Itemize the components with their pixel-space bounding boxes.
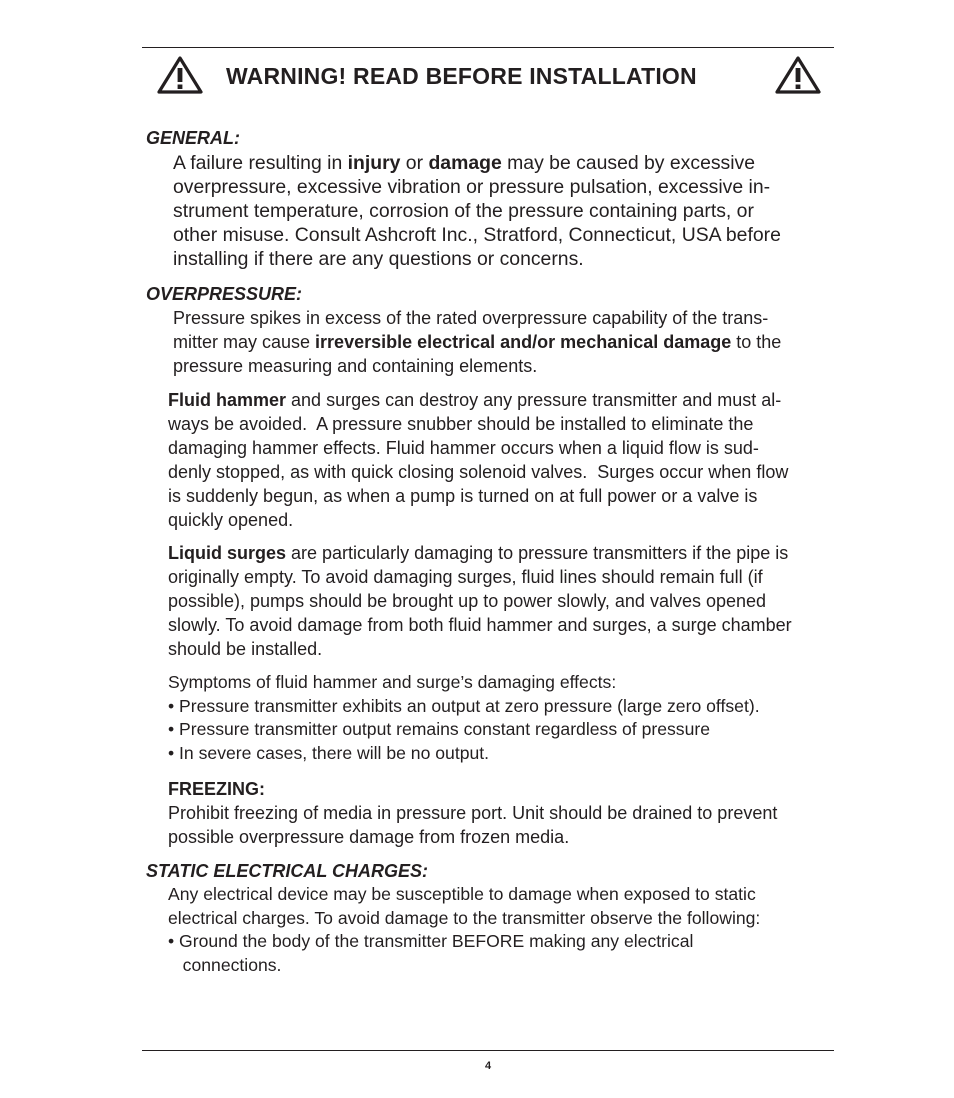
warning-title: WARNING! READ BEFORE INSTALLATION (226, 63, 697, 89)
body-text: are particularly damaging to pressure transmitters if the pipe is (286, 543, 789, 563)
text-line (168, 930, 760, 954)
text-line (168, 412, 788, 436)
text-line (168, 388, 788, 412)
top-rule (142, 47, 834, 48)
body-text: • Pressure transmitter output remains constant regardless of pressure (168, 719, 711, 739)
text-line (168, 436, 788, 460)
body-text: to the (731, 332, 782, 352)
body-text: Prohibit freezing of media in pressure port. Unit should be drained to prevent (168, 803, 778, 823)
body-text: • Ground the body of the transmitter BEFORE making any electrical (168, 931, 694, 951)
text-line (168, 565, 792, 589)
body-text: installing if there are any questions or concerns. (173, 248, 584, 270)
text-line (168, 589, 792, 613)
text-line (173, 151, 781, 175)
warning-banner (142, 55, 834, 99)
body-text: slowly. To avoid damage from both fluid hammer and surges, a surge chamber (168, 615, 792, 635)
text-line (173, 354, 781, 378)
fluid-hammer-paragraph (168, 388, 788, 532)
liquid-surges-paragraph (168, 541, 792, 661)
text-line (173, 330, 781, 354)
freezing-paragraph (168, 801, 777, 849)
emphasis-text: irreversible electrical and/or mechanical damage (315, 332, 732, 352)
text-line (168, 508, 788, 532)
text-line (168, 613, 792, 637)
text-line (168, 671, 760, 695)
body-text: overpressure, excessive vibration or pressure pulsation, excessive in- (173, 176, 771, 198)
body-text: Pressure spikes in excess of the rated overpressure capability of the trans- (173, 308, 769, 328)
body-text: • Pressure transmitter exhibits an output at zero pressure (large zero offset). (168, 695, 760, 716)
text-line (168, 954, 760, 978)
body-text: or (400, 152, 429, 174)
text-line (168, 718, 760, 742)
static-heading: STATIC ELECTRICAL CHARGES: (146, 861, 428, 881)
body-text: ways be avoided. A pressure snubber should be installed to eliminate the (168, 414, 754, 434)
emphasis-text: Liquid surges (168, 543, 287, 563)
body-text: may be caused by excessive (501, 152, 756, 174)
text-line (173, 247, 781, 271)
body-text: and surges can destroy any pressure transmitter and must al- (286, 390, 782, 410)
body-text: • In severe cases, there will be no output. (168, 742, 490, 763)
warning-triangle-icon (156, 55, 204, 95)
text-line (168, 742, 760, 766)
body-text: possible overpressure damage from frozen media. (168, 827, 570, 847)
body-text: pressure measuring and containing elements. (173, 356, 538, 376)
warning-triangle-icon (774, 55, 822, 95)
freezing-heading: FREEZING: (168, 779, 265, 799)
overpressure-paragraph (173, 306, 781, 378)
body-text: quickly opened. (168, 510, 294, 530)
bottom-rule (142, 1050, 834, 1051)
body-text: strument temperature, corrosion of the pressure containing parts, or (173, 200, 754, 222)
body-text: A failure resulting in (173, 152, 348, 174)
text-line (168, 695, 760, 719)
text-line (173, 175, 781, 199)
general-heading: GENERAL: (146, 128, 240, 148)
overpressure-heading: OVERPRESSURE: (146, 284, 303, 304)
body-text: damaging hammer effects. Fluid hammer occurs when a liquid flow is sud- (168, 438, 759, 458)
body-text: connections. (168, 954, 282, 975)
body-text: electrical charges. To avoid damage to the transmitter observe the following: (168, 907, 761, 928)
text-line (173, 223, 781, 247)
emphasis-text: injury (347, 152, 401, 174)
page-number: 4 (484, 1060, 492, 1072)
text-line (168, 637, 792, 661)
body-text: Symptoms of fluid hammer and surge’s damaging effects: (168, 672, 617, 692)
general-paragraph (173, 151, 781, 271)
symptoms-list (168, 671, 760, 765)
text-line (168, 541, 792, 565)
static-paragraph (168, 883, 760, 977)
body-text: denly stopped, as with quick closing solenoid valves. Surges occur when flow (168, 462, 789, 482)
text-line (168, 907, 760, 931)
emphasis-text: damage (428, 152, 502, 174)
body-text: mitter may cause (173, 332, 316, 352)
text-line (168, 484, 788, 508)
body-text: is suddenly begun, as when a pump is turned on at full power or a valve is (168, 486, 758, 506)
body-text: Any electrical device may be susceptible to damage when exposed to static (168, 884, 756, 904)
text-line (173, 199, 781, 223)
text-line (173, 306, 781, 330)
text-line (168, 460, 788, 484)
text-line (168, 883, 760, 907)
text-line (168, 825, 777, 849)
body-text: originally empty. To avoid damaging surges, fluid lines should remain full (if (168, 567, 763, 587)
emphasis-text: Fluid hammer (168, 390, 287, 410)
body-text: possible), pumps should be brought up to power slowly, and valves opened (168, 591, 767, 611)
body-text: should be installed. (168, 639, 323, 659)
text-line (168, 801, 777, 825)
body-text: other misuse. Consult Ashcroft Inc., Stratford, Connecticut, USA before (173, 224, 781, 246)
